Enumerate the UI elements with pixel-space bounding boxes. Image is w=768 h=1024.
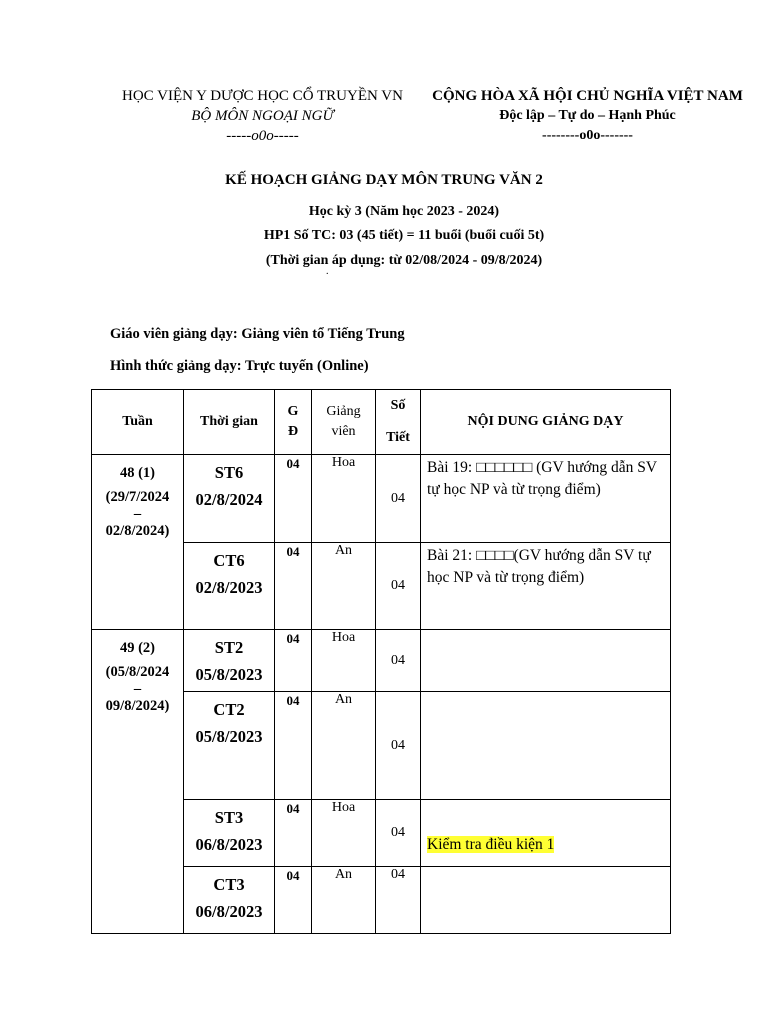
schedule-table [91,389,671,934]
periods-cell: 04 [376,543,421,630]
week-dash: – [133,681,142,697]
week-dash: – [133,506,142,522]
week-number: 49 (2) [119,640,156,656]
stray-dot: . [326,266,329,277]
header-gd-l2: Đ [287,424,299,439]
session-date: 05/8/2023 [195,727,263,746]
lecturer-cell: Hoa [312,800,376,867]
session-date: 02/8/2023 [195,578,263,597]
credits-line: HP1 Số TC: 03 (45 tiết) = 11 buổi (buổi cuối 5t) [263,228,545,243]
gd-cell: 04 [275,867,312,934]
header-content: NỘI DUNG GIẢNG DẠY [421,390,671,455]
week-start: (29/7/2024 [105,489,170,505]
national-motto: Độc lập – Tự do – Hạnh Phúc [499,108,676,123]
table-row [92,630,671,692]
session-code: ST6 [214,463,244,482]
time-cell [184,692,275,800]
week-end: 02/8/2024) [105,523,170,539]
lecturer-cell: Hoa [312,630,376,692]
format-line: Hình thức giảng dạy: Trực tuyến (Online) [110,358,369,374]
week-end: 09/8/2024) [105,698,170,714]
gd-cell: 04 [275,455,312,543]
national-header [420,86,755,146]
week-cell [92,630,184,934]
session-date: 05/8/2023 [195,665,263,684]
gd-cell: 04 [275,630,312,692]
periods-cell: 04 [376,455,421,543]
gd-cell: 04 [275,543,312,630]
periods-cell: 04 [376,867,421,934]
document-title: KẾ HOẠCH GIẢNG DẠY MÔN TRUNG VĂN 2 [225,172,543,188]
period-line: (Thời gian áp dụng: từ 02/08/2024 - 09/8/2024) [265,253,543,268]
lecturer-cell: An [312,867,376,934]
teacher-line: Giáo viên giảng dạy: Giảng viên tổ Tiếng Trung [110,326,405,342]
periods-cell: 04 [376,692,421,800]
session-code: CT2 [213,700,245,719]
header-week: Tuần [92,390,184,455]
table-row [92,455,671,543]
time-cell [184,543,275,630]
time-cell [184,630,275,692]
header-left-divider: -----o0o----- [226,128,299,144]
lecturer-cell: Hoa [312,455,376,543]
time-cell [184,867,275,934]
periods-cell: 04 [376,800,421,867]
header-lecturer-l2: viên [331,424,356,439]
periods-cell: 04 [376,630,421,692]
week-start: (05/8/2024 [105,664,170,680]
content-cell: Bài 21: □□□□(GV hướng dẫn SV tự học NP và từ trọng điểm) [421,543,671,630]
table-header-row [92,390,671,455]
session-code: CT6 [213,551,245,570]
institution-name: HỌC VIỆN Y DƯỢC HỌC CỔ TRUYỀN VN [122,88,403,104]
content-cell [421,630,671,692]
header-periods-l1: Số [390,398,406,413]
content-cell [421,800,671,867]
lecturer-cell: An [312,543,376,630]
exam-highlight: Kiểm tra điều kiện 1 [427,836,555,853]
header-lecturer-l1: Giảng [326,404,361,419]
week-number: 48 (1) [119,465,156,481]
session-code: CT3 [213,875,245,894]
header-right-divider: --------o0o------- [542,128,633,143]
header-time: Thời gian [184,390,275,455]
content-cell [421,692,671,800]
header-periods [376,390,421,455]
lecturer-cell: An [312,692,376,800]
time-cell [184,800,275,867]
national-name: CỘNG HÒA XÃ HỘI CHỦ NGHĨA VIỆT NAM [432,88,743,104]
session-date: 02/8/2024 [195,490,263,509]
time-cell [184,455,275,543]
session-date: 06/8/2023 [195,902,263,921]
header-periods-l2: Tiết [386,430,410,445]
session-date: 06/8/2023 [195,835,263,854]
content-cell [421,867,671,934]
content-cell: Bài 19: □□□□□□ (GV hướng dẫn SV tự học NP và từ trọng điểm) [421,455,671,543]
semester-line: Học kỳ 3 (Năm học 2023 - 2024) [308,204,500,219]
header-gd-l1: G [287,404,299,419]
department-name: BỘ MÔN NGOẠI NGỮ [191,108,334,124]
session-code: ST2 [214,638,244,657]
institution-header [100,86,425,146]
header-gd [275,390,312,455]
header-lecturer [312,390,376,455]
session-code: ST3 [214,808,244,827]
gd-cell: 04 [275,800,312,867]
gd-cell: 04 [275,692,312,800]
week-cell [92,455,184,630]
